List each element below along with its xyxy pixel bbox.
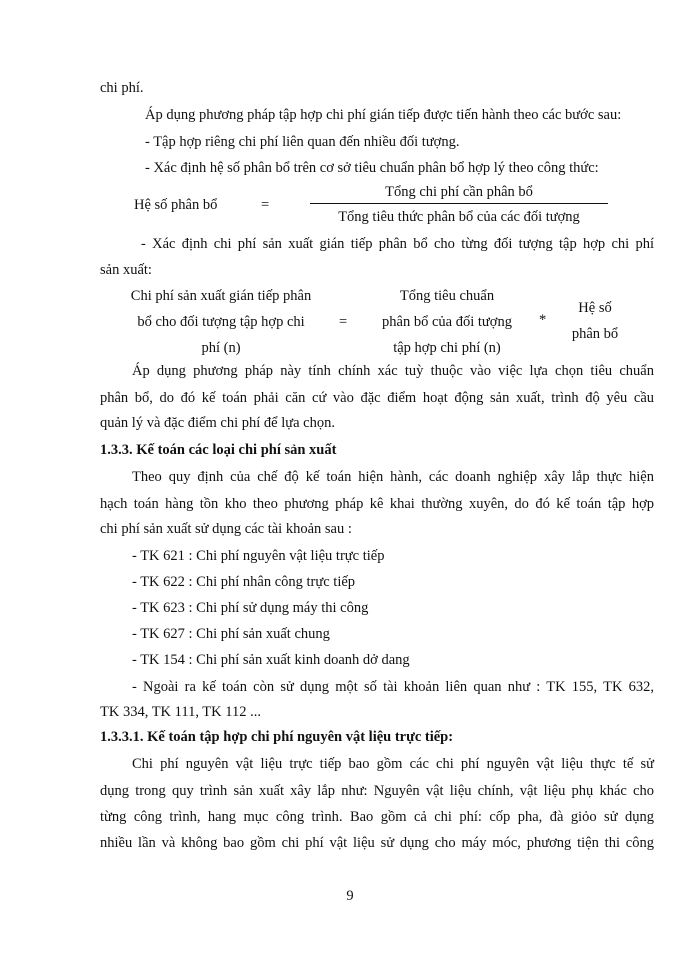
formula-numerator: Tổng chi phí cần phân bổ bbox=[385, 184, 533, 200]
fraction-bar bbox=[310, 203, 608, 204]
text-line: Áp dụng phương pháp tập hợp chi phí gián tiếp được tiến hành theo các bước sau: bbox=[145, 107, 622, 123]
text-line: quản lý và đặc điểm chi phí để lựa chọn. bbox=[100, 415, 335, 431]
account-item: - TK 621 : Chi phí nguyên vật liệu trực tiếp bbox=[132, 548, 385, 564]
account-item: - TK 622 : Chi phí nhân công trực tiếp bbox=[132, 574, 356, 590]
formula-mid-line: tập hợp chi phí (n) bbox=[393, 340, 501, 356]
text-line: dụng trong quy trình sản xuất xây lắp như: Nguyên vật liệu chính, vật liệu phụ khác cho bbox=[100, 783, 654, 799]
text-line bbox=[100, 468, 654, 486]
text-line: hạch toán hàng tồn kho theo phương pháp kê khai thường xuyên, do đó kế toán tập hợp bbox=[100, 496, 654, 512]
account-item: - TK 154 : Chi phí sản xuất kinh doanh dở dang bbox=[132, 652, 410, 668]
text-line: sản xuất: bbox=[100, 262, 152, 278]
indented-text: Chi phí nguyên vật liệu trực tiếp bao gồm các chi phí nguyên vật liệu thực tế sử bbox=[132, 756, 654, 772]
indented-text: Theo quy định của chế độ kế toán hiện hành, các doanh nghiệp xây lắp thực hiện bbox=[132, 469, 654, 485]
section-heading: 1.3.3. Kế toán các loại chi phí sản xuất bbox=[100, 442, 337, 458]
formula-denominator: Tổng tiêu thức phân bổ của các đối tượng bbox=[338, 209, 580, 225]
text-line: - Tập hợp riêng chi phí liên quan đến nhiều đối tượng. bbox=[145, 134, 460, 150]
page-number: 9 bbox=[346, 888, 354, 904]
formula-left: Hệ số phân bổ bbox=[134, 197, 218, 213]
formula-right-line: Hệ số bbox=[578, 300, 612, 316]
text-line bbox=[100, 235, 654, 253]
text-line bbox=[100, 678, 654, 696]
text-line: - Xác định hệ số phân bổ trên cơ sở tiêu chuẩn phân bổ hợp lý theo công thức: bbox=[145, 160, 599, 176]
text-line: chi phí sản xuất sử dụng các tài khoản sau : bbox=[100, 521, 352, 537]
indented-text: - Ngoài ra kế toán còn sử dụng một số tài khoản liên quan như : TK 155, TK 632, bbox=[132, 679, 654, 695]
formula-left-line: bổ cho đối tượng tập hợp chi bbox=[137, 314, 305, 330]
text-line: TK 334, TK 111, TK 112 ... bbox=[100, 704, 261, 720]
text-line: chi phí. bbox=[100, 80, 144, 96]
formula-equals: = bbox=[261, 197, 270, 213]
formula-right-line: phân bổ bbox=[571, 326, 619, 342]
text-line: phân bổ, do đó kế toán phải căn cứ vào đặc điểm hoạt động sản xuất, trình độ yêu cầu bbox=[100, 390, 654, 406]
formula-left-line: phí (n) bbox=[201, 340, 241, 356]
formula-left-line: Chi phí sản xuất gián tiếp phân bbox=[130, 288, 312, 304]
account-item: - TK 623 : Chi phí sử dụng máy thi công bbox=[132, 600, 369, 616]
formula-equals: = bbox=[339, 314, 348, 330]
formula-mid-line: phân bổ của đối tượng bbox=[382, 314, 512, 330]
text-line: từng công trình, hang mục công trình. Bao gồm cả chi phí: cốp pha, đà giỏo sử dụng bbox=[100, 809, 654, 825]
subsection-heading: 1.3.3.1. Kế toán tập hợp chi phí nguyên vật liệu trực tiếp: bbox=[100, 729, 454, 745]
text-line: nhiều lần và không bao gồm chi phí vật liệu sử dụng cho máy móc, phương tiện thi công bbox=[100, 835, 654, 851]
text-line bbox=[100, 755, 654, 773]
formula-mid-line: Tổng tiêu chuẩn bbox=[399, 288, 495, 304]
indented-text: Áp dụng phương pháp này tính chính xác tuỳ thuộc vào việc lựa chọn tiêu chuẩn bbox=[132, 363, 654, 379]
formula-multiply: * bbox=[539, 312, 547, 328]
account-item: - TK 627 : Chi phí sản xuất chung bbox=[132, 626, 330, 642]
indented-text: - Xác định chi phí sản xuất gián tiếp phân bổ cho từng đối tượng tập hợp chi phí bbox=[141, 236, 654, 252]
text-line bbox=[100, 362, 654, 380]
